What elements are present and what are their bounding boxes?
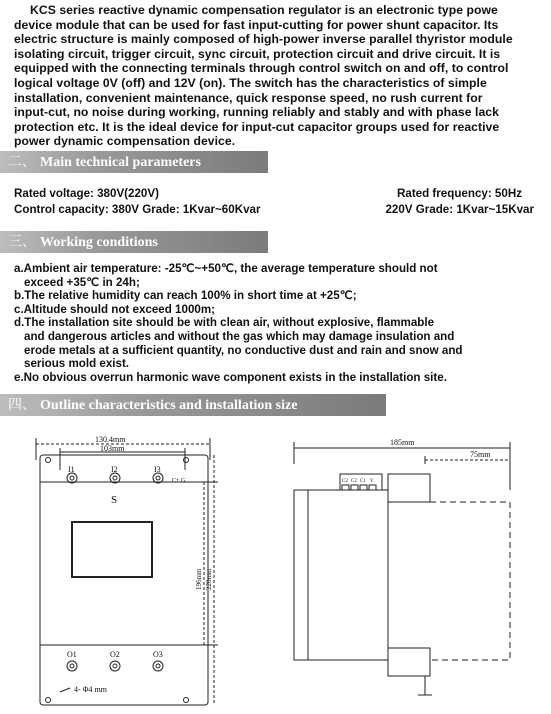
mount-hole <box>46 698 51 703</box>
section-header-technical-parameters <box>0 151 268 173</box>
section-title: Main technical parameters <box>40 155 201 170</box>
rated-frequency: Rated frequency: 50Hz <box>397 187 522 200</box>
terminal-I1-center <box>70 476 74 480</box>
section-number: 四、 <box>8 397 36 413</box>
side-term-3: C1 <box>360 479 366 484</box>
intro-line: power dynamic compensation device. <box>14 134 236 149</box>
label-O2: O2 <box>110 650 120 659</box>
label-I2: I2 <box>111 465 118 474</box>
terminal-pin <box>351 485 358 490</box>
terminal-I3-center <box>156 476 160 480</box>
condition-line: b.The relative humidity can reach 100% in short time at +25℃; <box>14 289 357 303</box>
lower-block <box>388 648 430 676</box>
front-view-drawing <box>0 430 260 714</box>
side-term-2: C2 <box>351 479 357 484</box>
mount-hole <box>46 458 51 463</box>
condition-line: and dangerous articles and without the gas which may damage insulation and <box>24 329 455 343</box>
condition-line: erode metals at a sufficient quantity, no conductive dust and rain and snow and <box>24 343 463 357</box>
terminal-pin <box>360 485 367 490</box>
intro-line: isolating circuit, trigger circuit, sync circuit, protection circuit and drive circuit. It is <box>14 46 501 61</box>
section-header-outline <box>0 394 386 416</box>
parameters-block <box>14 187 534 219</box>
terminal-O3-center <box>156 664 160 668</box>
condition-line: a.Ambient air temperature: -25℃~+50℃, the average temperature should not <box>14 262 438 275</box>
dim-outer-width: 130.4mm <box>95 435 126 444</box>
section-number: 二、 <box>8 154 36 170</box>
dim-185: 185mm <box>390 438 415 447</box>
terminal-pin <box>342 485 349 490</box>
side-term-1: C2 <box>342 479 348 484</box>
module-body <box>40 455 208 705</box>
intro-line: electric structure is mainly composed of high-power inverse parallel thyristor module <box>14 32 513 47</box>
rated-voltage: Rated voltage: 380V(220V) <box>14 187 159 200</box>
terminal-O1 <box>67 661 77 671</box>
label-front-S: S <box>111 494 118 506</box>
dim-75: 75mm <box>470 450 491 459</box>
hole-leader <box>60 688 70 692</box>
condition-line: c.Altitude should not exceed 1000m; <box>14 302 216 316</box>
intro-line: protection etc. It is the ideal device for input-cut capacitor groups used for reactive <box>14 119 500 134</box>
terminal-pin <box>369 485 376 490</box>
upper-block <box>388 474 430 502</box>
base-plate <box>294 490 308 660</box>
intro-line: logical voltage 0V (off) and 12V (on). The switch has the characteristics of simple <box>14 75 487 90</box>
section-title: Outline characteristics and installation size <box>40 398 298 413</box>
intro-paragraph <box>14 3 551 149</box>
control-capacity: Control capacity: 380V Grade: 1Kvar~60Kvar <box>14 203 261 216</box>
section-title: Working conditions <box>40 235 158 250</box>
label-O3: O3 <box>153 650 163 659</box>
side-body <box>308 490 388 660</box>
section-header-working-conditions <box>0 231 268 253</box>
terminal-O3 <box>153 661 163 671</box>
terminal-O2 <box>110 661 120 671</box>
display-window <box>72 522 152 577</box>
terminal-O2-center <box>113 664 117 668</box>
intro-line: device module that can be used for fast input-cutting for power shunt capacitor. Its <box>14 17 499 32</box>
side-term-4: V <box>370 479 374 484</box>
heatsink-outline <box>430 502 510 660</box>
condition-line: exceed +35℃ in 24h; <box>24 275 140 289</box>
label-I3: I3 <box>154 465 161 474</box>
dim-height-inner: 196mm <box>195 568 203 590</box>
grade-220v: 220V Grade: 1Kvar~15Kvar <box>385 203 534 216</box>
label-holes: 4- Φ4 mm <box>74 685 107 694</box>
terminal-O1-center <box>70 664 74 668</box>
mount-hole <box>184 698 189 703</box>
label-O1: O1 <box>67 650 77 659</box>
intro-line: installation, convenient maintenance, quick response speed, no rush current for <box>14 90 483 105</box>
section-number: 三、 <box>8 234 36 250</box>
conditions-list <box>14 262 462 384</box>
dim-height-outer: 220mm <box>205 568 213 590</box>
mount-hole <box>184 458 189 463</box>
terminal-I2-center <box>113 476 117 480</box>
label-control-small: C+ G <box>172 478 186 484</box>
intro-line: input-cut, no noise during working, running reliably and stably and with phase lack <box>14 105 499 120</box>
label-I1: I1 <box>68 465 75 474</box>
condition-line: d.The installation site should be with clean air, without explosive, flammable <box>14 316 435 330</box>
dim-inner-width: 103mm <box>100 444 125 453</box>
intro-line: KCS series reactive dynamic compensation regulator is an electronic type powe <box>30 3 498 17</box>
side-view-drawing <box>280 430 550 714</box>
condition-line: e.No obvious overrun harmonic wave component exists in the installation site. <box>14 370 447 384</box>
condition-line: serious mold exist. <box>24 357 130 371</box>
intro-line: equipped with the connecting terminals through control switch on and off, to control <box>14 61 509 76</box>
